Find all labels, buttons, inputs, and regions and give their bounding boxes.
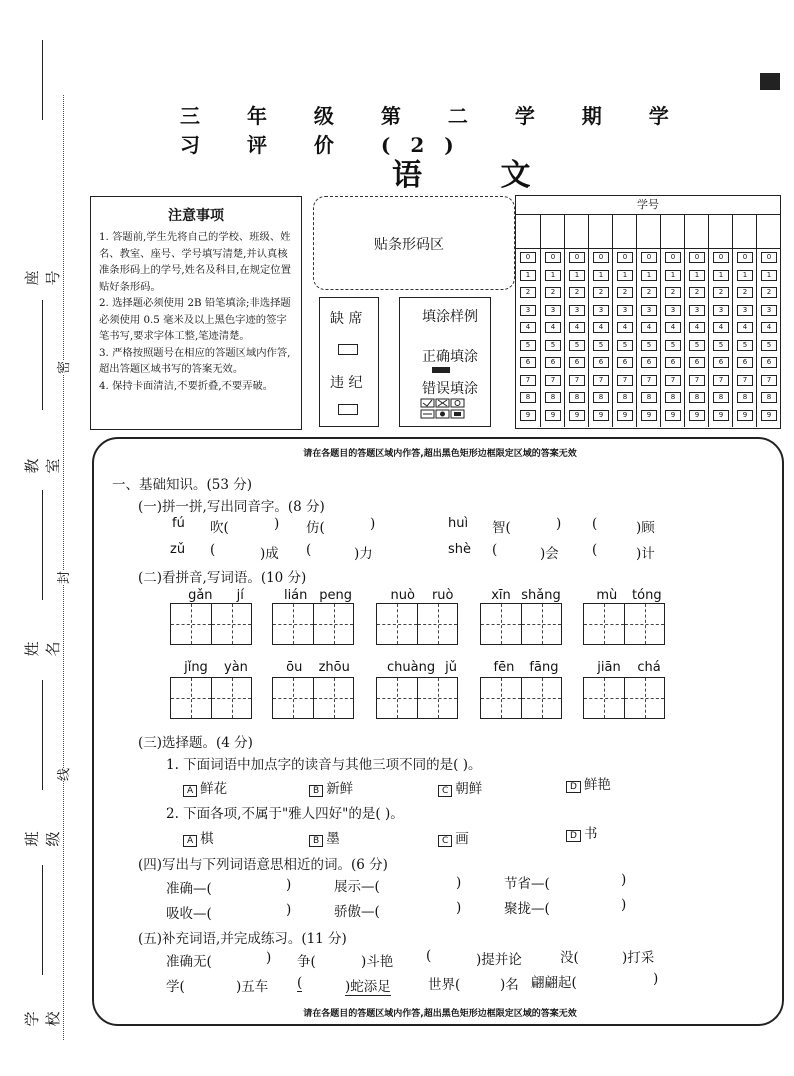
blank-text: ): [370, 516, 376, 532]
blank-text: )成: [260, 546, 279, 562]
side-label-name: 姓名: [23, 641, 62, 657]
id-digit-bubble[interactable]: 2: [761, 287, 777, 298]
writing-cell[interactable]: [171, 604, 211, 644]
choice-option[interactable]: B 新鲜: [309, 777, 353, 797]
blank-text[interactable]: 吹(: [210, 520, 229, 536]
blank-text: )五车: [236, 979, 269, 995]
id-digit-bubble[interactable]: 4: [545, 322, 561, 333]
side-line: [42, 300, 43, 410]
id-digit-bubble[interactable]: 1: [713, 270, 729, 281]
blank-text[interactable]: 骄傲—(: [334, 904, 380, 920]
student-id-write-cell[interactable]: [733, 214, 757, 249]
id-digit-bubble[interactable]: 1: [689, 270, 705, 281]
question-title: (五)补充词语,并完成练习。(11 分): [138, 931, 347, 947]
blank-text[interactable]: (: [426, 948, 432, 964]
id-digit-bubble[interactable]: 5: [737, 340, 753, 351]
student-id-column: [516, 214, 539, 427]
id-digit-bubble[interactable]: 5: [665, 340, 681, 351]
writing-cell[interactable]: [313, 678, 353, 718]
writing-grid[interactable]: [480, 603, 562, 645]
question-title: (二)看拼音,写词语。(10 分): [138, 570, 307, 586]
id-digit-bubble[interactable]: 3: [761, 305, 777, 316]
id-digit-bubble[interactable]: 0: [520, 252, 536, 263]
id-digit-bubble[interactable]: 4: [737, 322, 753, 333]
id-digit-bubble[interactable]: 7: [593, 375, 609, 386]
id-digit-bubble[interactable]: 9: [713, 410, 729, 421]
blank-text[interactable]: 没(: [560, 950, 579, 966]
id-digit-bubble[interactable]: 7: [545, 375, 561, 386]
seal-label: 封: [53, 571, 72, 584]
pinyin-label: mù tóng: [596, 588, 662, 603]
id-digit-bubble[interactable]: 7: [569, 375, 585, 386]
absent-label: 缺 席: [330, 311, 363, 327]
pinyin: fú: [172, 516, 185, 531]
section-title: 一、基础知识。(53 分): [112, 477, 253, 493]
id-digit-bubble[interactable]: 4: [665, 322, 681, 333]
id-digit-bubble[interactable]: 0: [641, 252, 657, 263]
blank-text[interactable]: 学(: [166, 979, 185, 995]
id-digit-bubble[interactable]: 6: [641, 357, 657, 368]
student-id-write-cell[interactable]: [757, 214, 781, 249]
blank-text: ): [653, 971, 659, 987]
id-digit-bubble[interactable]: 9: [761, 410, 777, 421]
notice-title: 注意事项: [168, 208, 224, 224]
id-digit-bubble[interactable]: 3: [545, 305, 561, 316]
barcode-area: [313, 196, 515, 290]
student-id-write-cell[interactable]: [661, 214, 685, 249]
choice-option[interactable]: C 画: [438, 827, 469, 847]
id-digit-bubble[interactable]: 8: [617, 392, 633, 403]
id-digit-bubble[interactable]: 8: [737, 392, 753, 403]
writing-grid[interactable]: [170, 603, 252, 645]
student-id-write-cell[interactable]: [709, 214, 733, 249]
id-digit-bubble[interactable]: 5: [689, 340, 705, 351]
id-digit-bubble[interactable]: 4: [617, 322, 633, 333]
student-id-column: [564, 214, 588, 427]
id-digit-bubble[interactable]: 8: [569, 392, 585, 403]
pinyin-label: chuàng jǔ: [387, 660, 457, 675]
id-digit-bubble[interactable]: 0: [689, 252, 705, 263]
id-digit-bubble[interactable]: 7: [713, 375, 729, 386]
blank-text[interactable]: 展示—(: [334, 879, 380, 895]
side-line: [42, 40, 43, 120]
id-digit-bubble[interactable]: 4: [689, 322, 705, 333]
blank-text[interactable]: 翩翩起(: [531, 975, 577, 991]
id-digit-bubble[interactable]: 1: [593, 270, 609, 281]
notice-item: 2. 选择题必须使用 2B 铅笔填涂;非选择题必须使用 0.5 毫米及以上黑色字迹的签字笔书写,要求字体工整,笔迹清楚。: [99, 297, 291, 342]
id-digit-bubble[interactable]: 4: [593, 322, 609, 333]
fill-sample-box: [399, 297, 491, 427]
id-digit-bubble[interactable]: 5: [713, 340, 729, 351]
id-digit-bubble[interactable]: 4: [569, 322, 585, 333]
pinyin-label: nuò ruò: [390, 588, 454, 603]
wrong-fill-sample-icon: [420, 398, 482, 420]
id-digit-bubble[interactable]: 6: [713, 357, 729, 368]
id-digit-bubble[interactable]: 8: [593, 392, 609, 403]
side-label-seat: 座号: [23, 270, 62, 286]
pinyin: huì: [448, 516, 469, 531]
student-id-column: [636, 214, 660, 427]
id-digit-bubble[interactable]: 1: [545, 270, 561, 281]
id-digit-bubble[interactable]: 7: [737, 375, 753, 386]
student-id-write-cell[interactable]: [613, 214, 637, 249]
blank-text: ): [274, 516, 280, 532]
student-id-column: [588, 214, 612, 427]
id-digit-bubble[interactable]: 4: [713, 322, 729, 333]
writing-grid[interactable]: [272, 677, 354, 719]
notice-box: [90, 196, 302, 430]
id-digit-bubble[interactable]: 3: [689, 305, 705, 316]
writing-cell[interactable]: [624, 604, 664, 644]
id-digit-bubble[interactable]: 7: [665, 375, 681, 386]
writing-cell[interactable]: [377, 604, 417, 644]
id-digit-bubble[interactable]: 9: [641, 410, 657, 421]
blank-text[interactable]: 聚拢—(: [504, 901, 550, 917]
id-digit-bubble[interactable]: 2: [641, 287, 657, 298]
blank-text: )提并论: [476, 952, 522, 968]
side-label-classroom: 教室: [23, 458, 62, 474]
writing-cell[interactable]: [313, 604, 353, 644]
pinyin: shè: [448, 542, 472, 557]
id-digit-bubble[interactable]: 3: [737, 305, 753, 316]
writing-cell[interactable]: [417, 678, 457, 718]
id-digit-bubble[interactable]: 0: [737, 252, 753, 263]
id-digit-bubble[interactable]: 2: [520, 287, 536, 298]
id-digit-bubble[interactable]: 9: [689, 410, 705, 421]
id-digit-bubble[interactable]: 9: [545, 410, 561, 421]
side-line: [42, 680, 43, 790]
blank-text: )计: [636, 546, 655, 562]
id-digit-bubble[interactable]: 7: [520, 375, 536, 386]
student-id-column: [708, 214, 732, 427]
blank-text[interactable]: (: [297, 975, 303, 991]
id-digit-bubble[interactable]: 1: [737, 270, 753, 281]
writing-grid[interactable]: [583, 603, 665, 645]
blank-text[interactable]: (: [306, 542, 312, 558]
student-id-title: 学号: [516, 196, 780, 215]
id-digit-bubble[interactable]: 5: [569, 340, 585, 351]
violation-checkbox[interactable]: [338, 404, 358, 415]
wrong-fill-label: 错误填涂: [422, 381, 478, 397]
student-id-column: [660, 214, 684, 427]
seal-label: 密: [53, 361, 72, 374]
id-digit-bubble[interactable]: 0: [761, 252, 777, 263]
subject-title: 语 文: [392, 158, 565, 193]
id-digit-bubble[interactable]: 5: [641, 340, 657, 351]
id-digit-bubble[interactable]: 1: [641, 270, 657, 281]
writing-cell[interactable]: [377, 678, 417, 718]
blank-text[interactable]: 准确—(: [166, 881, 212, 897]
id-digit-bubble[interactable]: 9: [737, 410, 753, 421]
id-digit-bubble[interactable]: 5: [617, 340, 633, 351]
id-digit-bubble[interactable]: 1: [761, 270, 777, 281]
student-id-write-cell[interactable]: [637, 214, 661, 249]
blank-text: )斗艳: [361, 954, 394, 970]
id-digit-bubble[interactable]: 1: [520, 270, 536, 281]
page-title: 三 年 级 第 二 学 期 学 习 评 价 (2): [180, 104, 689, 157]
correct-fill-label: 正确填涂: [422, 349, 478, 365]
blank-text[interactable]: 争(: [297, 954, 316, 970]
blank-text[interactable]: (: [492, 542, 498, 558]
id-digit-bubble[interactable]: 2: [665, 287, 681, 298]
student-id-grid: [515, 195, 781, 429]
notice-item: 3. 严格按照题号在相应的答题区域内作答,超出答题区域书写的答案无效。: [99, 346, 291, 375]
id-digit-bubble[interactable]: 3: [593, 305, 609, 316]
id-digit-bubble[interactable]: 6: [665, 357, 681, 368]
id-digit-bubble[interactable]: 0: [665, 252, 681, 263]
writing-cell[interactable]: [417, 604, 457, 644]
blank-text: )力: [354, 546, 373, 562]
writing-grid[interactable]: [376, 603, 458, 645]
id-digit-bubble[interactable]: 8: [713, 392, 729, 403]
id-digit-bubble[interactable]: 1: [569, 270, 585, 281]
question-title: (一)拼一拼,写出同音字。(8 分): [138, 499, 325, 515]
blank-text[interactable]: 吸收—(: [166, 906, 212, 922]
writing-cell[interactable]: [481, 604, 521, 644]
id-digit-bubble[interactable]: 5: [761, 340, 777, 351]
blank-text[interactable]: 世界(: [428, 977, 461, 993]
student-id-write-cell[interactable]: [516, 214, 540, 249]
choice-option[interactable]: A 鲜花: [183, 777, 227, 797]
id-digit-bubble[interactable]: 6: [617, 357, 633, 368]
blank-text[interactable]: 节省—(: [504, 876, 550, 892]
question-title: (三)选择题。(4 分): [138, 735, 253, 751]
id-digit-bubble[interactable]: 4: [520, 322, 536, 333]
id-digit-bubble[interactable]: 2: [569, 287, 585, 298]
id-digit-bubble[interactable]: 5: [520, 340, 536, 351]
notice-item: 1. 答题前,学生先将自己的学校、班级、姓名、教室、座号、学号填写清楚,并认真核准条形码上的学号,姓名及科目,在规定位置贴好条形码。: [99, 231, 291, 293]
choice-option[interactable]: D 书: [566, 822, 597, 842]
id-digit-bubble[interactable]: 0: [545, 252, 561, 263]
violation-label: 违 纪: [330, 375, 363, 391]
side-line: [42, 865, 43, 975]
alignment-mark: [760, 73, 780, 90]
correct-fill-sample: [432, 367, 450, 373]
pinyin: zǔ: [170, 542, 186, 557]
student-id-column: [684, 214, 708, 427]
id-digit-bubble[interactable]: 9: [520, 410, 536, 421]
id-digit-bubble[interactable]: 7: [761, 375, 777, 386]
student-id-write-cell[interactable]: [685, 214, 709, 249]
id-digit-bubble[interactable]: 2: [689, 287, 705, 298]
student-id-column: [756, 214, 780, 427]
writing-cell[interactable]: [211, 604, 251, 644]
student-id-write-cell[interactable]: [565, 214, 589, 249]
writing-cell[interactable]: [584, 678, 624, 718]
id-digit-bubble[interactable]: 5: [545, 340, 561, 351]
id-digit-bubble[interactable]: 7: [641, 375, 657, 386]
id-digit-bubble[interactable]: 3: [641, 305, 657, 316]
seal-label: 线: [53, 768, 72, 781]
blank-text: ): [456, 900, 462, 916]
writing-cell[interactable]: [624, 678, 664, 718]
blank-text[interactable]: (: [210, 542, 216, 558]
question-title: (四)写出与下列词语意思相近的词。(6 分): [138, 857, 388, 873]
id-digit-bubble[interactable]: 6: [737, 357, 753, 368]
id-digit-bubble[interactable]: 2: [737, 287, 753, 298]
writing-grid[interactable]: [480, 677, 562, 719]
blank-text: ): [556, 516, 562, 532]
absent-checkbox[interactable]: [338, 344, 358, 355]
blank-text[interactable]: (: [592, 542, 598, 558]
id-digit-bubble[interactable]: 6: [689, 357, 705, 368]
writing-grid[interactable]: [170, 677, 252, 719]
blank-text: ): [266, 950, 272, 966]
id-digit-bubble[interactable]: 2: [617, 287, 633, 298]
id-digit-bubble[interactable]: 4: [641, 322, 657, 333]
id-digit-bubble[interactable]: 3: [665, 305, 681, 316]
id-digit-bubble[interactable]: 1: [617, 270, 633, 281]
student-id-write-cell[interactable]: [541, 214, 565, 249]
pinyin-label: lián peng: [283, 588, 353, 603]
id-digit-bubble[interactable]: 6: [569, 357, 585, 368]
id-digit-bubble[interactable]: 8: [761, 392, 777, 403]
id-digit-bubble[interactable]: 5: [593, 340, 609, 351]
id-digit-bubble[interactable]: 6: [545, 357, 561, 368]
blank-text: )顾: [636, 520, 655, 536]
id-digit-bubble[interactable]: 3: [569, 305, 585, 316]
writing-cell[interactable]: [584, 604, 624, 644]
blank-text: ): [621, 897, 627, 913]
id-digit-bubble[interactable]: 8: [665, 392, 681, 403]
seal-line: [63, 95, 64, 1040]
id-digit-bubble[interactable]: 4: [761, 322, 777, 333]
writing-cell[interactable]: [481, 678, 521, 718]
choice-option[interactable]: A 棋: [183, 827, 214, 847]
id-digit-bubble[interactable]: 8: [520, 392, 536, 403]
blank-text[interactable]: (: [592, 516, 598, 532]
blank-text[interactable]: 智(: [492, 520, 511, 536]
student-id-column: [732, 214, 756, 427]
blank-text: )名: [500, 977, 519, 993]
student-id-write-cell[interactable]: [589, 214, 613, 249]
writing-cell[interactable]: [273, 604, 313, 644]
choice-question: 1. 下面词语中加点字的读音与其他三项不同的是( )。: [166, 757, 482, 773]
id-digit-bubble[interactable]: 7: [689, 375, 705, 386]
id-digit-bubble[interactable]: 0: [713, 252, 729, 263]
barcode-label: 贴条形码区: [374, 237, 444, 253]
writing-cell[interactable]: [211, 678, 251, 718]
id-digit-bubble[interactable]: 6: [761, 357, 777, 368]
id-digit-bubble[interactable]: 2: [713, 287, 729, 298]
pinyin-label: gǎn jí: [188, 588, 244, 603]
side-line: [42, 490, 43, 600]
id-digit-bubble[interactable]: 9: [593, 410, 609, 421]
id-digit-bubble[interactable]: 1: [665, 270, 681, 281]
sample-title: 填涂样例: [422, 309, 478, 325]
id-digit-bubble[interactable]: 0: [569, 252, 585, 263]
blank-text: ): [286, 902, 292, 918]
writing-cell[interactable]: [171, 678, 211, 718]
choice-option[interactable]: B 墨: [309, 827, 340, 847]
blank-text: ): [286, 877, 292, 893]
id-digit-bubble[interactable]: 9: [617, 410, 633, 421]
pinyin-label: xīn shǎng: [491, 588, 561, 603]
blank-text[interactable]: 仿(: [306, 520, 325, 536]
blank-text: )打采: [622, 950, 655, 966]
writing-grid[interactable]: [583, 677, 665, 719]
pinyin-label: ōu zhōu: [286, 660, 350, 675]
id-digit-bubble[interactable]: 2: [593, 287, 609, 298]
choice-option[interactable]: C 朝鲜: [438, 777, 482, 797]
choice-option[interactable]: D 鲜艳: [566, 773, 611, 793]
student-id-column: [612, 214, 636, 427]
absent-box: [319, 297, 379, 427]
id-digit-bubble[interactable]: 8: [641, 392, 657, 403]
id-digit-bubble[interactable]: 7: [617, 375, 633, 386]
id-digit-bubble[interactable]: 6: [593, 357, 609, 368]
blank-text: ): [621, 872, 627, 888]
writing-cell[interactable]: [521, 604, 561, 644]
pinyin-label: jǐng yàn: [184, 660, 248, 675]
answer-area-warning-bottom: 请在各题目的答题区域内作答,超出黑色矩形边框限定区域的答案无效: [303, 1009, 577, 1019]
blank-text: ): [456, 875, 462, 891]
id-digit-bubble[interactable]: 6: [520, 357, 536, 368]
id-digit-bubble[interactable]: 0: [617, 252, 633, 263]
id-digit-bubble[interactable]: 3: [617, 305, 633, 316]
writing-cell[interactable]: [521, 678, 561, 718]
id-digit-bubble[interactable]: 0: [593, 252, 609, 263]
id-digit-bubble[interactable]: 2: [545, 287, 561, 298]
id-digit-bubble[interactable]: 3: [713, 305, 729, 316]
pinyin-label: jiān chá: [597, 660, 661, 675]
blank-text[interactable]: 准确无(: [166, 954, 212, 970]
pinyin-label: fēn fāng: [493, 660, 559, 675]
student-id-column: [540, 214, 564, 427]
id-digit-bubble[interactable]: 3: [520, 305, 536, 316]
writing-cell[interactable]: [273, 678, 313, 718]
choice-question: 2. 下面各项,不属于"雅人四好"的是( )。: [166, 806, 404, 822]
side-label-class: 班级: [23, 831, 62, 847]
blank-text: )蛇添足: [345, 975, 391, 996]
side-label-school: 学校: [23, 1011, 62, 1027]
id-digit-bubble[interactable]: 9: [569, 410, 585, 421]
writing-grid[interactable]: [376, 677, 458, 719]
answer-area-warning-top: 请在各题目的答题区域内作答,超出黑色矩形边框限定区域的答案无效: [303, 449, 577, 459]
writing-grid[interactable]: [272, 603, 354, 645]
id-digit-bubble[interactable]: 8: [689, 392, 705, 403]
notice-item: 4. 保持卡面清洁,不要折叠,不要弄破。: [99, 379, 274, 392]
id-digit-bubble[interactable]: 9: [665, 410, 681, 421]
id-digit-bubble[interactable]: 8: [545, 392, 561, 403]
blank-text: )会: [540, 546, 559, 562]
